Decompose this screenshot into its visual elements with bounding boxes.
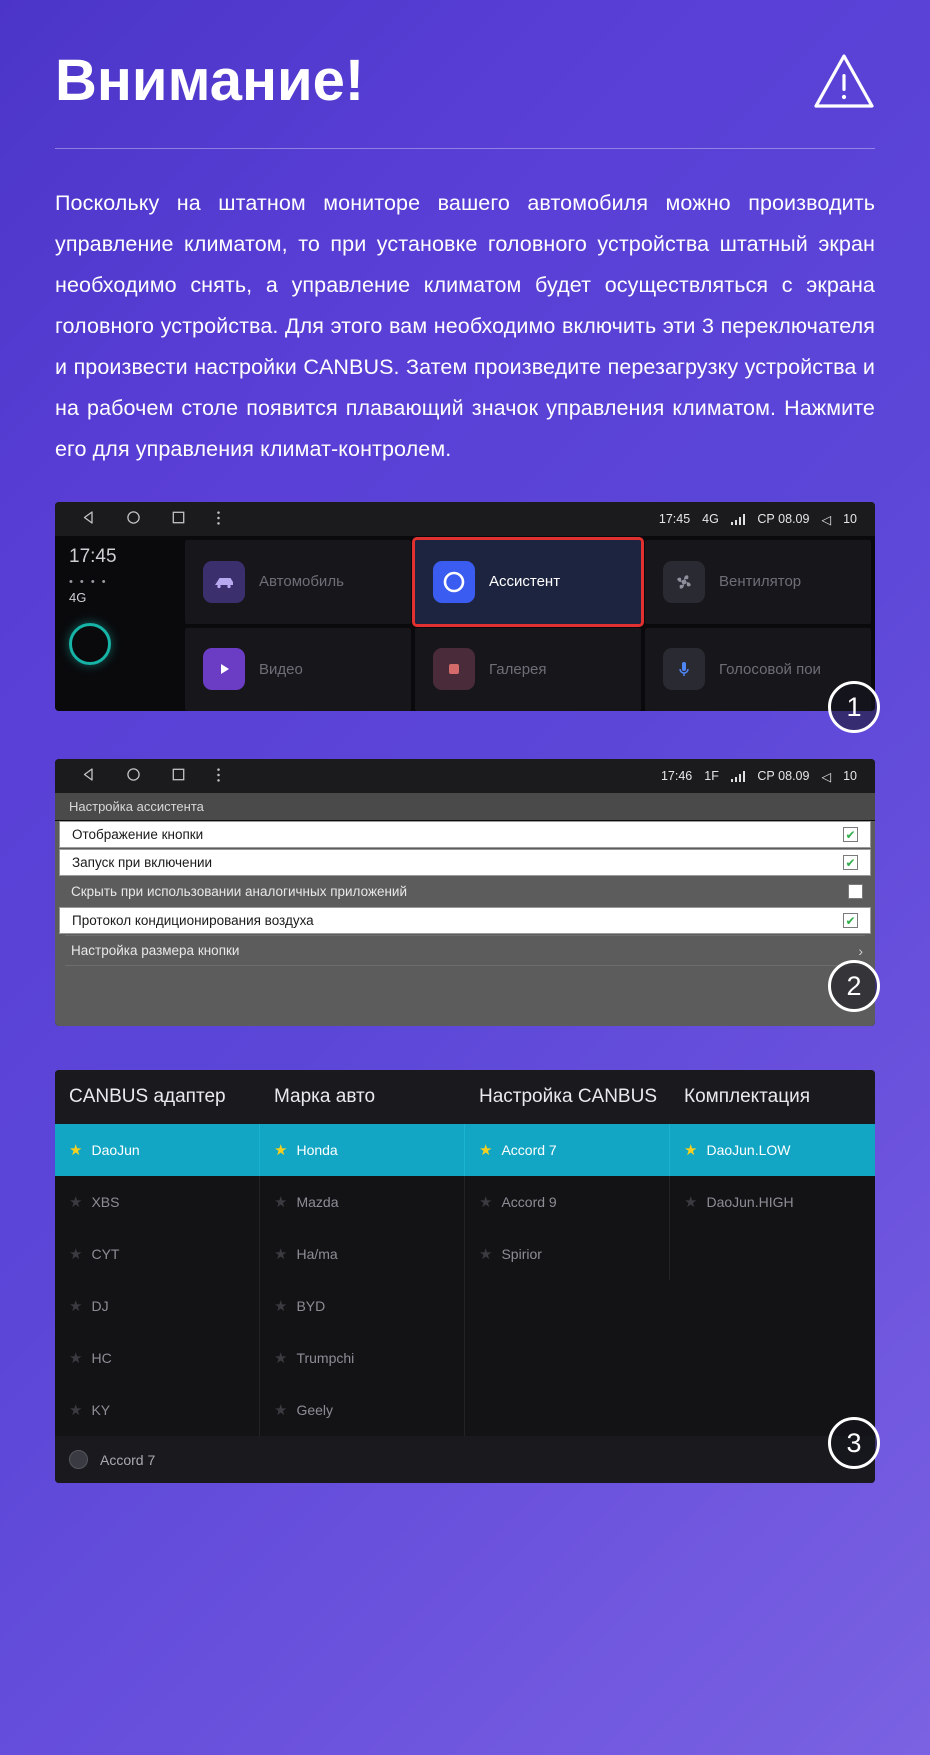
checkbox-checked-icon[interactable]: ✔ (843, 855, 858, 870)
tile-label: Видео (259, 660, 303, 678)
star-icon: ★ (274, 1194, 288, 1211)
cell-text: Honda (296, 1142, 338, 1158)
setting-label: Скрыть при использовании аналогичных приложений (71, 884, 408, 899)
cell-brand[interactable] (260, 1176, 465, 1228)
status-network: 4G (702, 512, 719, 526)
status-time: 17:46 (660, 769, 693, 783)
setting-label: Настройка размера кнопки (71, 943, 240, 958)
current-selection-icon (69, 1450, 88, 1469)
cell-text: Accord 9 (501, 1194, 557, 1210)
list-divider (65, 965, 865, 966)
screenshot-assistant-settings (55, 759, 875, 1026)
step-badge-1: 1 (828, 681, 880, 733)
setting-row-show-button[interactable] (59, 821, 871, 848)
cell-canbus-setting[interactable] (465, 1124, 670, 1176)
launcher-network-label: 4G (69, 590, 87, 605)
overflow-menu-icon[interactable] (216, 767, 221, 786)
setting-row-ac-protocol[interactable] (59, 907, 871, 934)
status-bar-1 (55, 502, 875, 536)
checkbox-unchecked-icon[interactable] (848, 884, 863, 899)
cell-text: Mazda (296, 1194, 339, 1210)
column-header-canbus-setting: Настройка CANBUS (479, 1086, 657, 1107)
status-volume: 10 (843, 769, 857, 783)
tile-assistant[interactable] (415, 540, 641, 624)
star-icon: ★ (274, 1142, 288, 1159)
canbus-footer (55, 1436, 875, 1483)
overflow-menu-icon[interactable] (216, 510, 221, 529)
cell-text: Spirior (501, 1246, 542, 1262)
cell-canbus-setting (465, 1280, 670, 1332)
cell-text: Ha/ma (296, 1246, 338, 1262)
status-bar-2 (55, 759, 875, 793)
table-row[interactable] (55, 1124, 875, 1176)
star-icon: ★ (479, 1194, 493, 1211)
cell-adapter[interactable] (55, 1332, 260, 1384)
step-badge-2: 2 (828, 960, 880, 1012)
setting-label: Запуск при включении (72, 855, 213, 870)
star-icon: ★ (479, 1246, 493, 1263)
home-icon[interactable] (126, 510, 141, 528)
column-header-adapter: CANBUS адаптер (69, 1086, 226, 1107)
signal-bars-icon (731, 514, 746, 525)
android-nav-bar-2[interactable] (67, 767, 221, 786)
column-header-trim: Комплектация (684, 1086, 811, 1107)
cell-adapter[interactable] (55, 1124, 260, 1176)
tile-label: Галерея (489, 660, 547, 678)
body-paragraph: Поскольку на штатном мониторе вашего автомобиля можно производить управление климатом, то при установке головного устройства штатный экран необходимо снять, а управление климатом будет осуществляться с экрана головного устройства. Для этого вам необходимо включить эти 3 переключателя и произвести настройки CANBUS. Затем произведите перезагрузку устройства и на рабочем столе появится плавающий значок управления климатом. Нажмите его для управления климат-контролем. (55, 191, 875, 461)
cell-text: Trumpchi (296, 1350, 355, 1366)
back-icon[interactable] (81, 510, 96, 528)
cell-trim[interactable] (670, 1124, 875, 1176)
screenshot-canbus-settings (55, 1070, 875, 1483)
tile-label: Автомобиль (259, 573, 344, 591)
table-row[interactable] (55, 1384, 875, 1436)
volume-icon: ◁ (821, 512, 832, 527)
tile-fan[interactable] (645, 540, 871, 624)
cell-canbus-setting[interactable] (465, 1176, 670, 1228)
cell-adapter[interactable] (55, 1176, 260, 1228)
checkbox-checked-icon[interactable]: ✔ (843, 913, 858, 928)
cell-canbus-setting[interactable] (465, 1228, 670, 1280)
column-header-brand: Марка авто (274, 1086, 376, 1107)
signal-bars-icon (731, 771, 746, 782)
launcher-tile-grid (185, 536, 875, 711)
launcher-signal-dots: • • • • (69, 576, 108, 588)
star-icon: ★ (69, 1350, 83, 1367)
table-row[interactable] (55, 1228, 875, 1280)
header-divider (55, 148, 875, 149)
cell-text: DaoJun.LOW (706, 1142, 791, 1158)
settings-screen-title: Настройка ассистента (55, 793, 875, 820)
cell-adapter[interactable] (55, 1384, 260, 1436)
cell-text: DJ (91, 1298, 109, 1314)
assistant-ring-icon[interactable] (69, 623, 111, 665)
step-badge-3: 3 (828, 1417, 880, 1469)
cell-brand[interactable] (260, 1384, 465, 1436)
cell-trim (670, 1228, 875, 1280)
status-date: СР 08.09 (757, 512, 810, 526)
tile-label: Голосовой пои (719, 660, 821, 678)
page-header (55, 0, 875, 113)
canbus-table-header (55, 1070, 875, 1124)
status-time: 17:45 (658, 512, 691, 526)
tile-gallery[interactable] (415, 628, 641, 712)
fan-icon (663, 561, 705, 603)
cell-trim[interactable] (670, 1176, 875, 1228)
setting-row-autostart[interactable] (59, 849, 871, 876)
status-network: 1F (704, 769, 719, 783)
settings-list (55, 821, 875, 1026)
star-icon: ★ (684, 1142, 698, 1159)
launcher-screen (55, 536, 875, 711)
launcher-left-panel (55, 536, 185, 711)
car-icon (203, 561, 245, 603)
footer-label: Accord 7 (100, 1451, 156, 1468)
status-date: СР 08.09 (757, 769, 810, 783)
cell-text: BYD (296, 1298, 326, 1314)
recents-icon[interactable] (171, 767, 186, 785)
cell-canbus-setting (465, 1332, 670, 1384)
table-row[interactable] (55, 1176, 875, 1228)
screenshot-launcher (55, 502, 875, 722)
assistant-icon (433, 561, 475, 603)
cell-text: KY (91, 1402, 111, 1418)
warning-triangle-icon (813, 52, 875, 110)
star-icon: ★ (274, 1246, 288, 1263)
cell-brand[interactable] (260, 1228, 465, 1280)
back-icon[interactable] (81, 767, 96, 785)
cell-trim (670, 1332, 875, 1384)
cell-brand[interactable] (260, 1332, 465, 1384)
cell-text: CYT (91, 1246, 120, 1262)
star-icon: ★ (69, 1246, 83, 1263)
cell-canbus-setting (465, 1384, 670, 1436)
page-title: Внимание! (55, 48, 365, 113)
recents-icon[interactable] (171, 510, 186, 528)
cell-adapter[interactable] (55, 1228, 260, 1280)
tile-label: Ассистент (489, 573, 561, 591)
android-nav-bar[interactable] (67, 510, 221, 529)
setting-label: Протокол кондиционирования воздуха (72, 913, 314, 928)
cell-text: Accord 7 (501, 1142, 557, 1158)
star-icon: ★ (274, 1298, 288, 1315)
status-volume: 10 (843, 512, 857, 526)
table-row[interactable] (55, 1280, 875, 1332)
tile-label: Вентилятор (719, 573, 802, 591)
star-icon: ★ (274, 1402, 288, 1419)
chevron-right-icon[interactable]: › (858, 942, 863, 959)
setting-row-hide-similar-apps[interactable] (55, 877, 875, 906)
star-icon: ★ (684, 1194, 698, 1211)
cell-text: DaoJun (91, 1142, 140, 1158)
launcher-clock: 17:45 (69, 546, 117, 567)
home-icon[interactable] (126, 767, 141, 785)
video-icon (203, 648, 245, 690)
setting-label: Отображение кнопки (72, 827, 204, 842)
table-row[interactable] (55, 1332, 875, 1384)
cell-text: Geely (296, 1402, 334, 1418)
star-icon: ★ (479, 1142, 493, 1159)
star-icon: ★ (69, 1194, 83, 1211)
star-icon: ★ (69, 1142, 83, 1159)
cell-trim (670, 1280, 875, 1332)
cell-text: XBS (91, 1194, 120, 1210)
volume-icon: ◁ (821, 769, 832, 784)
setting-row-button-size[interactable] (55, 936, 875, 965)
cell-adapter[interactable] (55, 1280, 260, 1332)
tile-video[interactable] (185, 628, 411, 712)
checkbox-checked-icon[interactable]: ✔ (843, 827, 858, 842)
cell-brand[interactable] (260, 1280, 465, 1332)
star-icon: ★ (69, 1402, 83, 1419)
gallery-icon (433, 648, 475, 690)
star-icon: ★ (69, 1298, 83, 1315)
tile-car[interactable] (185, 540, 411, 624)
microphone-icon (663, 648, 705, 690)
cell-text: HC (91, 1350, 112, 1366)
cell-brand[interactable] (260, 1124, 465, 1176)
cell-text: DaoJun.HIGH (706, 1194, 794, 1210)
star-icon: ★ (274, 1350, 288, 1367)
